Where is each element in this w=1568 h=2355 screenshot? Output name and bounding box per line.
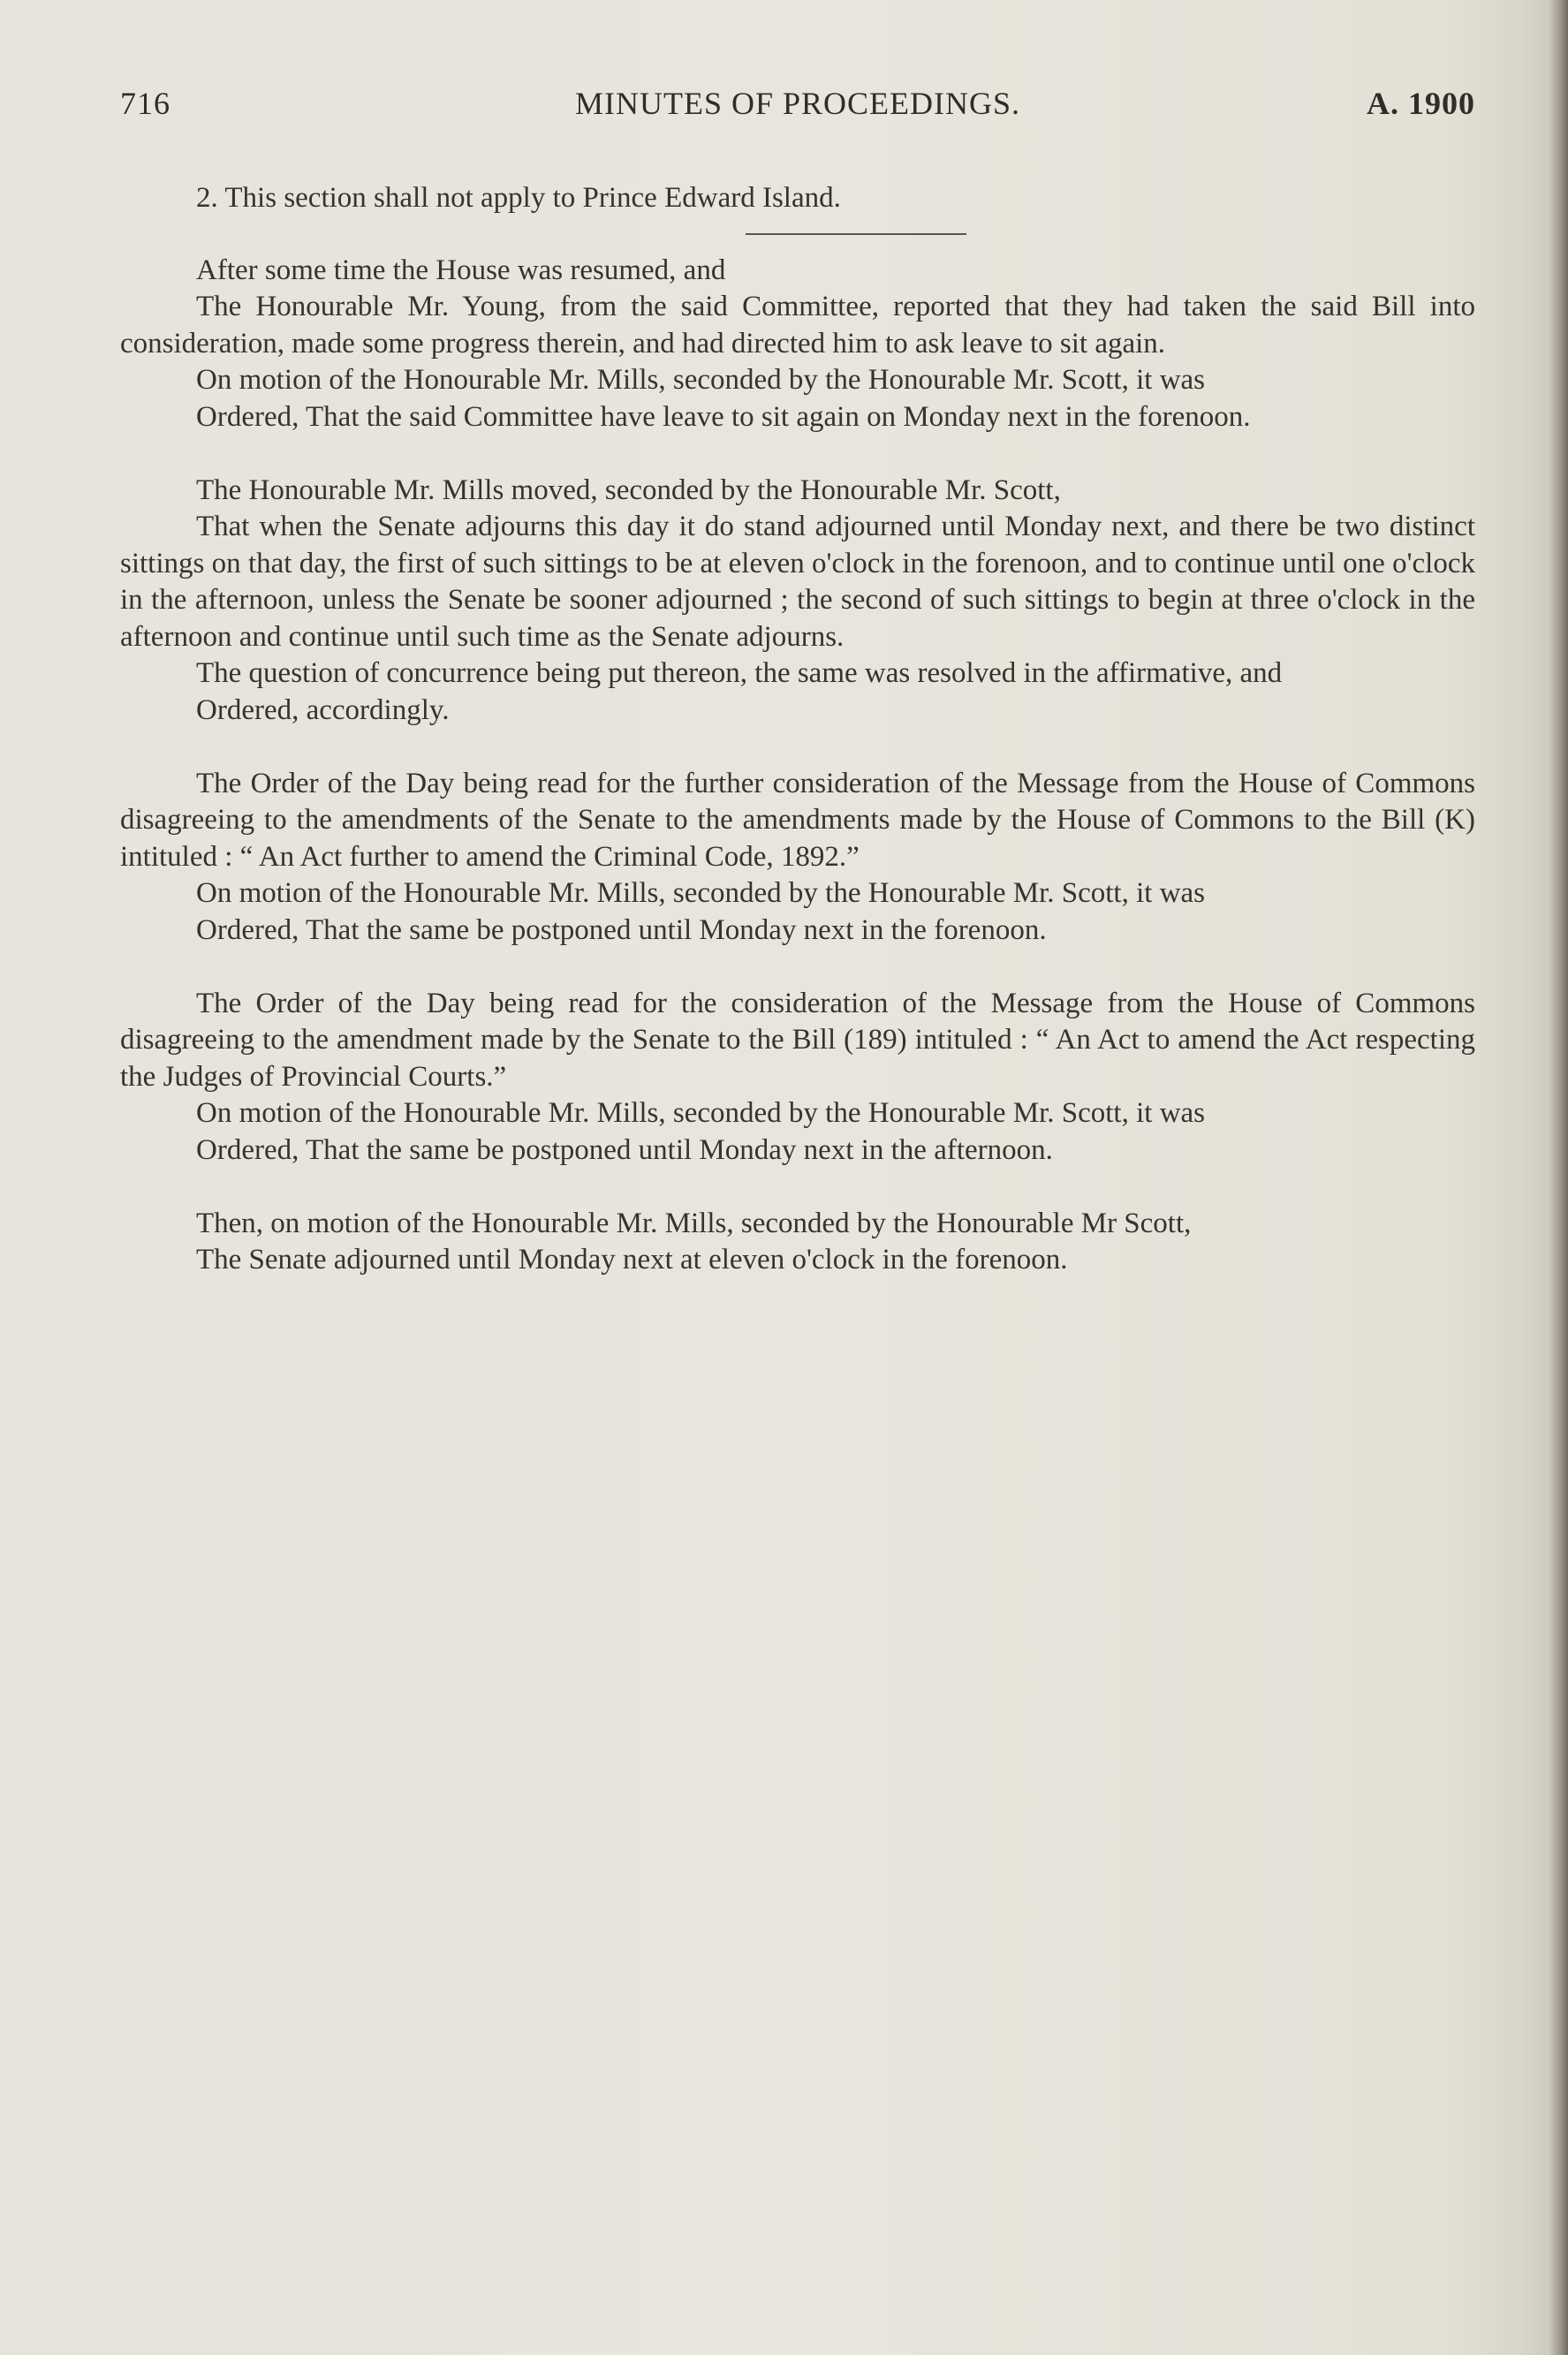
page-body [120, 180, 1475, 1279]
paragraph: Ordered, accordingly. [196, 693, 450, 726]
page-header [120, 85, 1475, 127]
paragraph: Ordered, That the same be postponed until Monday next in the afternoon. [196, 1133, 1053, 1166]
page-number: 716 [120, 86, 170, 121]
paragraph: That when the Senate adjourns this day it do stand adjourned until Monday next, and there be two distinct sittings on that day, the first of such sittings to be at eleven o'clock in the forenoon, and to continue until one o'clock in the afternoon, unless the Senate be sooner adjourned ; the second of such sittings to begin at three o'clock in the afternoon and continue until such time as the Senate adjourns. [120, 511, 1475, 653]
paragraph-gap [120, 949, 1475, 986]
paragraph-gap [120, 1169, 1475, 1206]
paragraph: The Order of the Day being read for the consideration of the Message from the House of Commons disagreeing to the amendment made by the Senate to the Bill (189) intituled : “ An Act to amend the Act respecting the Judges of Provincial Courts.” [120, 987, 1475, 1093]
paragraph: 2. This section shall not apply to Prince Edward Island. [196, 182, 841, 214]
paragraph: The question of concurrence being put thereon, the same was resolved in the affirmative, and [196, 657, 1283, 689]
paragraph: Ordered, That the same be postponed until Monday next in the forenoon. [196, 913, 1047, 946]
page-binding-shadow [1549, 0, 1568, 2355]
paragraph: Ordered, That the said Committee have leave to sit again on Monday next in the forenoon. [196, 400, 1251, 433]
paragraph: The Honourable Mr. Mills moved, seconded by the Honourable Mr. Scott, [196, 473, 1061, 506]
paragraph: Then, on motion of the Honourable Mr. Mills, seconded by the Honourable Mr Scott, [196, 1207, 1192, 1239]
paragraph-gap [120, 435, 1475, 473]
paragraph: The Senate adjourned until Monday next at eleven o'clock in the forenoon. [196, 1244, 1068, 1276]
paragraph: The Honourable Mr. Young, from the said Committee, reported that they had taken the said Bill into consideration, made some progress therein, and had directed him to ask leave to sit again. [120, 291, 1475, 360]
paragraph-gap [120, 729, 1475, 766]
running-title: MINUTES OF PROCEEDINGS. [574, 86, 1021, 121]
header-year: A. 1900 [1367, 86, 1475, 121]
paragraph: On motion of the Honourable Mr. Mills, seconded by the Honourable Mr. Scott, it was [196, 364, 1206, 396]
paragraph: After some time the House was resumed, and [196, 254, 726, 286]
paragraph: The Order of the Day being read for the further consideration of the Message from the House of Commons disagreeing to the amendments of the Senate to the amendments made by the House of Commons to the Bill (K) intituled : “ An Act further to amend the Criminal Code, 1892.” [120, 767, 1475, 873]
paragraph: On motion of the Honourable Mr. Mills, seconded by the Honourable Mr. Scott, it was [196, 877, 1206, 909]
section-rule [746, 233, 966, 235]
paragraph: On motion of the Honourable Mr. Mills, seconded by the Honourable Mr. Scott, it was [196, 1097, 1206, 1129]
